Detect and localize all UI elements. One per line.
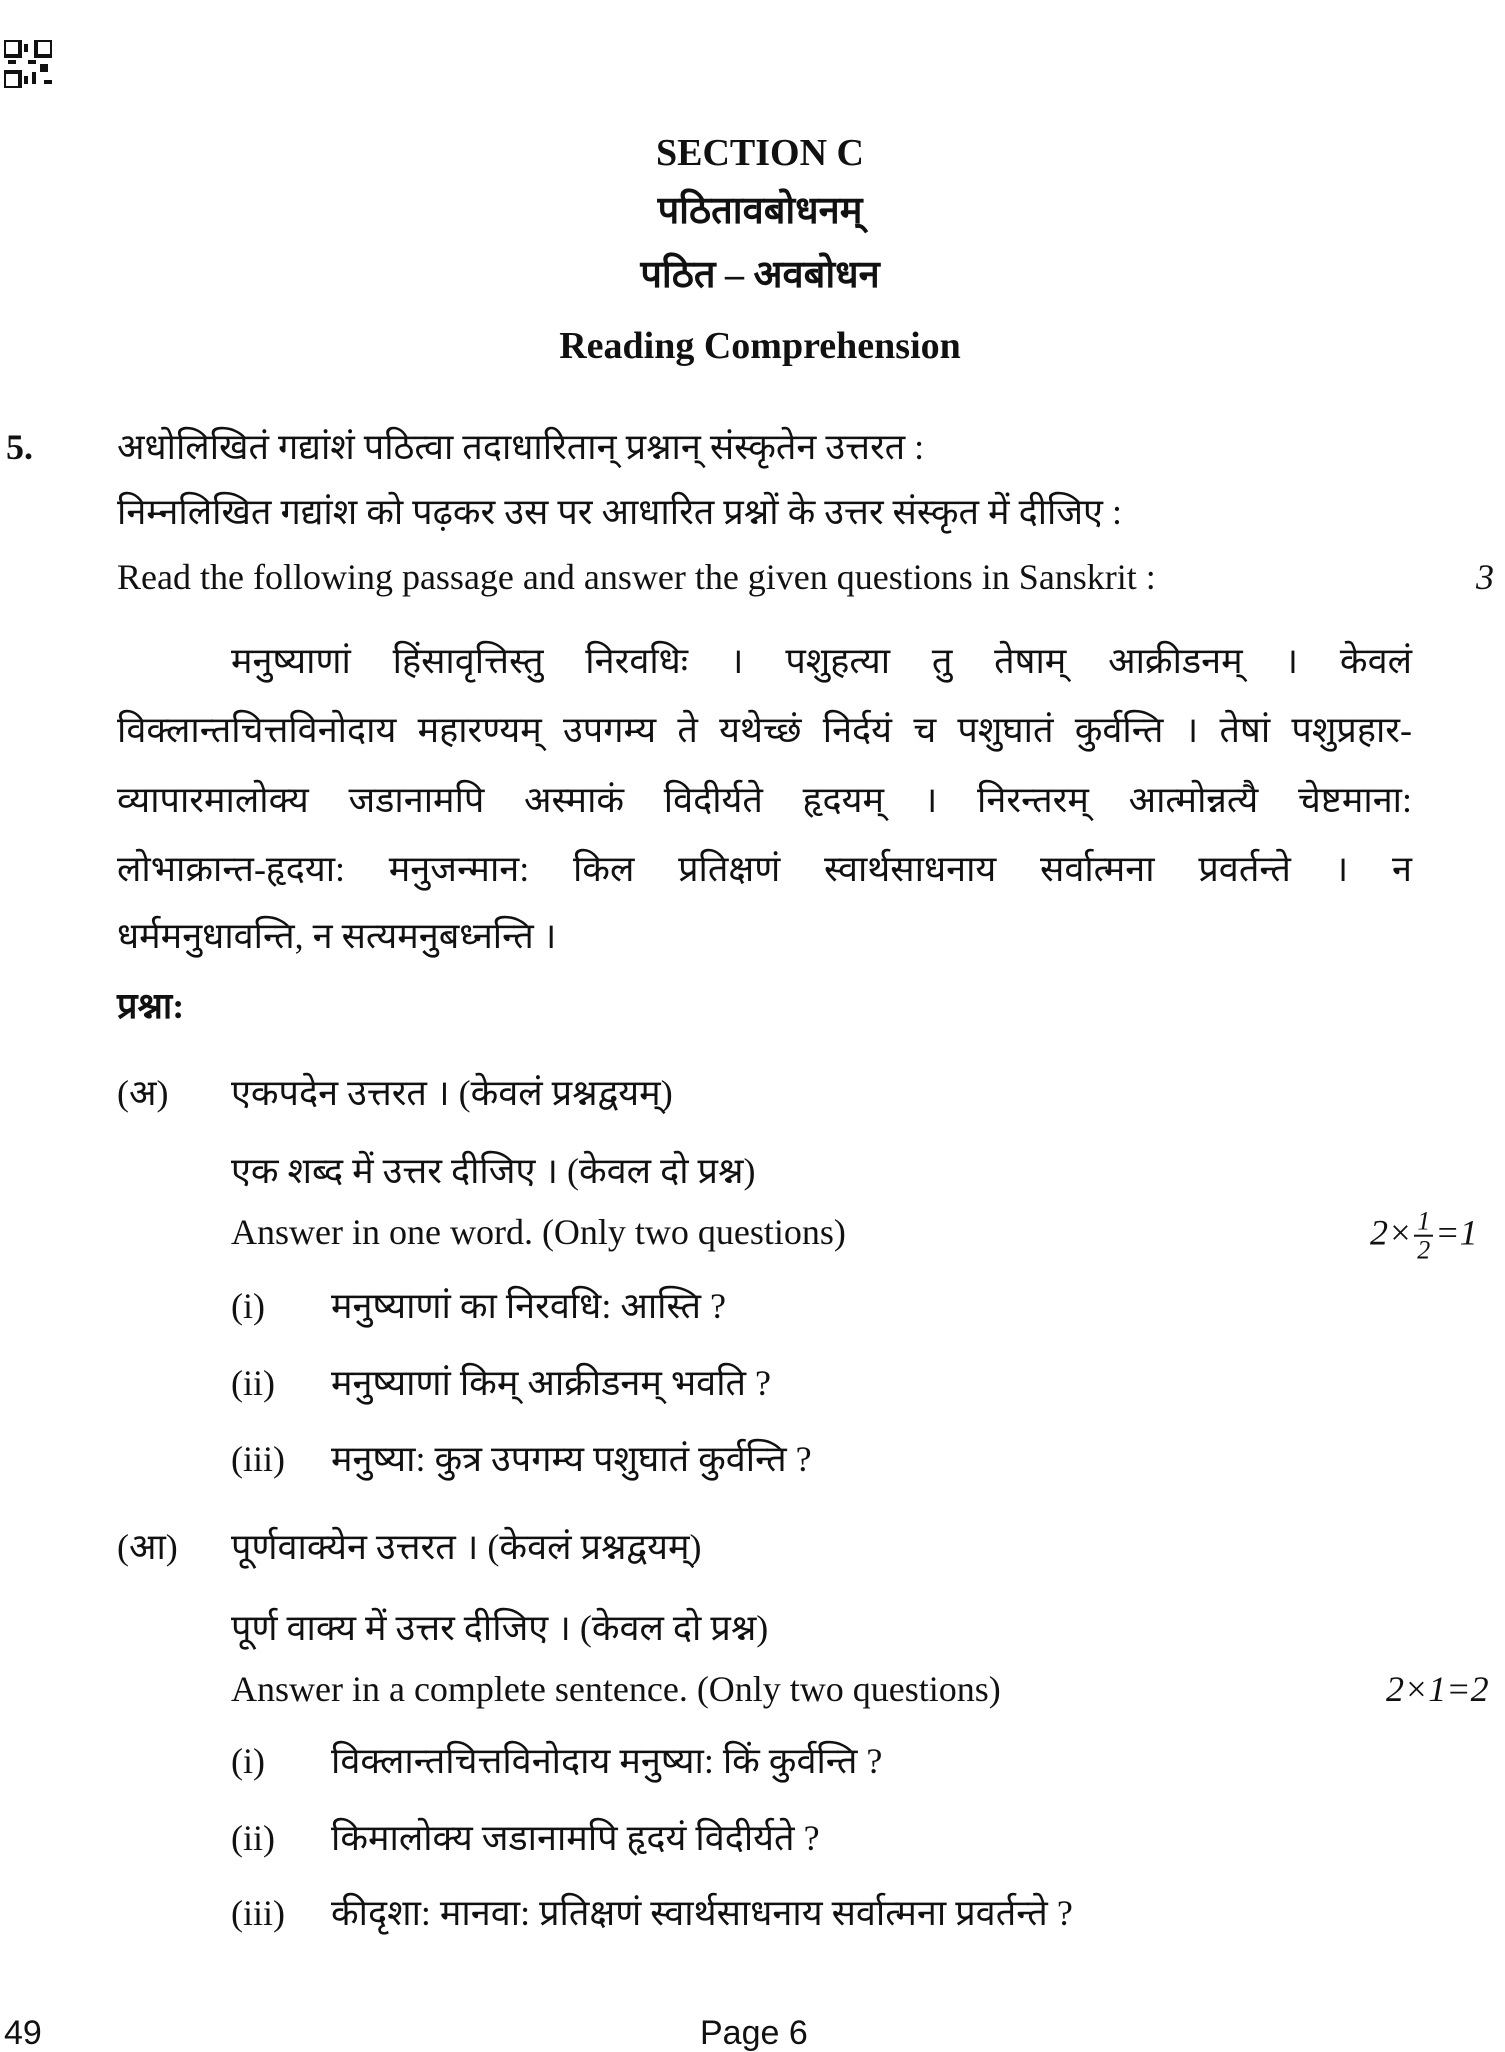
item-number: (i): [231, 1741, 265, 1781]
part-b-instruction-hindi: पूर्ण वाक्य में उत्तर दीजिए । (केवल दो प्रश्न): [231, 1608, 769, 1648]
section-heading: SECTION C: [656, 132, 864, 174]
part-a-label: (अ): [117, 1073, 169, 1113]
question-item: विक्लान्तचित्तविनोदाय मनुष्या: किं कुर्वन्ति ?: [331, 1741, 883, 1781]
question-item: मनुष्या: कुत्र उपगम्य पशुघातं कुर्वन्ति ?: [331, 1439, 812, 1479]
title-sanskrit: पठितावबोधनम्: [657, 190, 863, 232]
instruction-hindi: निम्नलिखित गद्यांश को पढ़कर उस पर आधारित प्रश्नों के उत्तर संस्कृत में दीजिए :: [117, 492, 1122, 532]
item-number: (i): [231, 1286, 265, 1326]
item-number: (ii): [231, 1363, 275, 1403]
question-item: कीदृशा: मानवा: प्रतिक्षणं स्वार्थसाधनाय सर्वात्मना प्रवर्तन्ते ?: [331, 1893, 1073, 1933]
question-number: 5.: [6, 427, 33, 467]
passage-line: व्यापारमालोक्य जडानामपि अस्माकं विदीर्यते हृदयम् । निरन्तरम् आत्मोन्नत्यै चेष्टमाना:: [117, 780, 1412, 820]
item-number: (iii): [231, 1439, 285, 1479]
marks-suffix: =1: [1435, 1212, 1478, 1253]
part-b-instruction-english: Answer in a complete sentence. (Only two questions): [231, 1669, 1001, 1709]
passage-line: विक्लान्तचित्तविनोदाय महारण्यम् उपगम्य ते यथेच्छं निर्दयं च पशुघातं कुर्वन्ति । तेषां पशुप्रहार-: [117, 710, 1412, 750]
footer-code: 49: [4, 2014, 42, 2052]
marks: 3: [1476, 557, 1494, 597]
part-b-label: (आ): [117, 1527, 178, 1567]
qr-code-icon: [4, 40, 52, 88]
item-number: (iii): [231, 1893, 285, 1933]
footer-page: Page 6: [700, 2014, 808, 2052]
title-hindi: पठित – अवबोधन: [640, 254, 880, 296]
part-b-instruction-sanskrit: पूर्णवाक्येन उत्तरत । (केवलं प्रश्नद्वयम्): [231, 1527, 702, 1567]
question-item: मनुष्याणां का निरवधि: आस्ति ?: [331, 1286, 726, 1326]
questions-label: प्रश्ना:: [117, 986, 185, 1026]
part-a-instruction-hindi: एक शब्द में उत्तर दीजिए । (केवल दो प्रश्न): [231, 1151, 756, 1191]
title-english: Reading Comprehension: [559, 325, 961, 367]
passage-line: लोभाक्रान्त-हृदया: मनुजन्मान: किल प्रतिक्षणं स्वार्थसाधनाय सर्वात्मना प्रवर्तन्ते । न: [117, 849, 1412, 889]
question-item: किमालोक्य जडानामपि हृदयं विदीर्यते ?: [331, 1818, 820, 1858]
part-a-instruction-sanskrit: एकपदेन उत्तरत । (केवलं प्रश्नद्वयम्): [231, 1073, 673, 1113]
instruction-sanskrit: अधोलिखितं गद्यांशं पठित्वा तदाधारितान् प्रश्नान् संस्कृतेन उत्तरत :: [117, 427, 925, 467]
part-b-marks: 2×1=2: [1386, 1669, 1489, 1709]
part-a-instruction-english: Answer in one word. (Only two questions): [231, 1212, 846, 1252]
passage-line: मनुष्याणां हिंसावृत्तिस्तु निरवधिः । पशुहत्या तु तेषाम् आक्रीडनम् । केवलं: [231, 641, 1412, 681]
passage-line: धर्ममनुधावन्ति, न सत्यमनुबध्नन्ति ।: [117, 916, 557, 956]
question-item: मनुष्याणां किम् आक्रीडनम् भवति ?: [331, 1363, 772, 1403]
marks-prefix: 2×: [1370, 1212, 1413, 1253]
instruction-english: Read the following passage and answer the given questions in Sanskrit :: [117, 557, 1156, 597]
fraction-denominator: 2: [1417, 1236, 1431, 1265]
part-a-marks: [1370, 1208, 1478, 1265]
fraction-numerator: 1: [1414, 1208, 1433, 1237]
marks-fraction: [1414, 1208, 1433, 1265]
item-number: (ii): [231, 1818, 275, 1858]
